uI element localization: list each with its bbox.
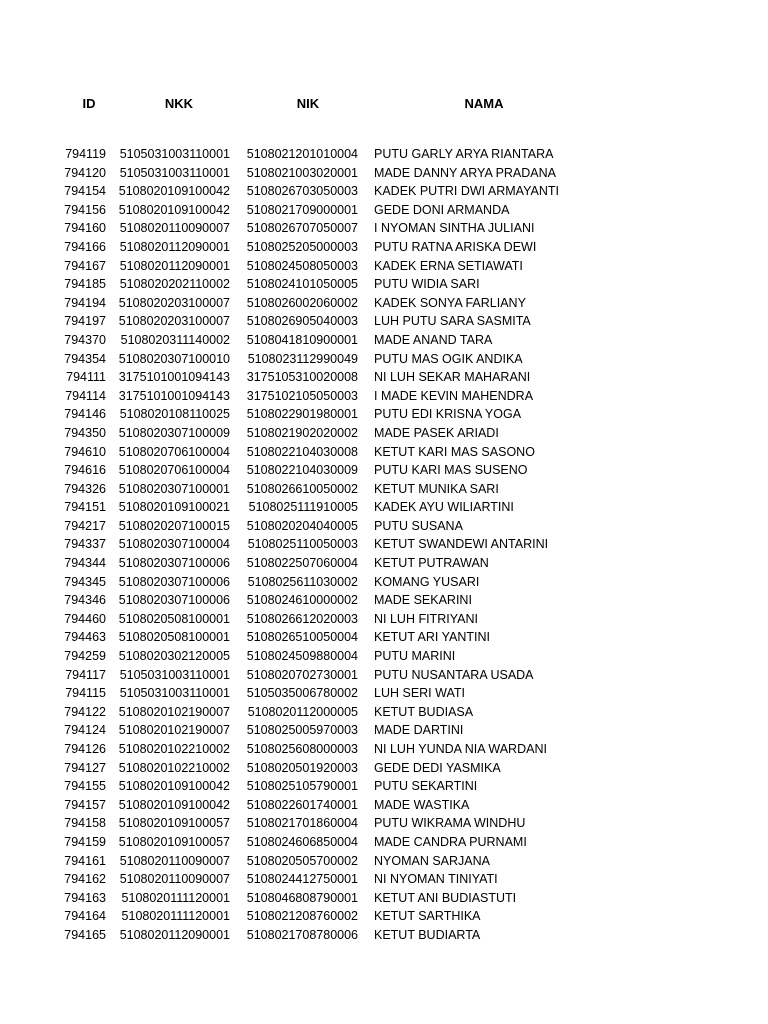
cell-id: 794124 (64, 723, 106, 738)
table-row (0, 610, 768, 629)
cell-nkk: 5108020102190007 (118, 704, 230, 719)
cell-nik: 5108020204040005 (246, 518, 358, 533)
cell-id: 794370 (64, 332, 106, 347)
table-row (0, 889, 768, 908)
cell-id: 794163 (64, 890, 106, 905)
cell-nkk: 5108020307100006 (118, 593, 230, 608)
cell-nama: KETUT PUTRAWAN (374, 556, 489, 571)
cell-nkk: 5108020508100001 (118, 611, 230, 626)
cell-nik: 5108026002060002 (246, 295, 358, 310)
cell-nkk: 5105031003110001 (119, 667, 230, 682)
cell-id: 794119 (65, 147, 106, 161)
cell-nama: KADEK ERNA SETIAWATI (374, 258, 523, 273)
cell-nkk: 5108020108110025 (119, 407, 230, 422)
cell-nkk: 5108020508100001 (118, 630, 230, 645)
cell-nama: PUTU MARINI (374, 649, 456, 664)
table-row (0, 870, 768, 889)
cell-nik: 5108025205000003 (246, 239, 358, 254)
table-row (0, 443, 768, 462)
cell-nkk: 5108020706100004 (118, 444, 230, 459)
cell-nama: PUTU NUSANTARA USADA (374, 667, 534, 682)
table-row (0, 814, 768, 833)
cell-nkk: 5108020706100004 (118, 463, 230, 478)
cell-id: 794154 (64, 184, 106, 199)
cell-nkk: 5108020110090007 (119, 872, 230, 887)
cell-nkk: 5105031003110001 (119, 165, 230, 180)
table-row (0, 294, 768, 313)
cell-nkk: 5105031003110001 (119, 686, 230, 701)
table-row (0, 647, 768, 666)
cell-nkk: 5108020311140002 (120, 332, 230, 347)
cell-nama: KETUT KARI MAS SASONO (374, 444, 535, 459)
cell-nik: 3175102105050003 (246, 388, 358, 403)
table-row (0, 312, 768, 331)
cell-nama: PUTU KARI MAS SUSENO (374, 463, 528, 478)
cell-nama: NYOMAN SARJANA (374, 853, 490, 868)
cell-nkk: 5108020109100057 (118, 834, 230, 849)
cell-id: 794354 (64, 351, 106, 366)
cell-id: 794151 (64, 500, 106, 515)
table-row (0, 535, 768, 554)
table-row (0, 517, 768, 536)
cell-nkk: 5108020112090001 (119, 927, 230, 942)
header-nkk: NKK (164, 96, 194, 111)
cell-nik: 5108025105790001 (246, 779, 358, 794)
cell-nama: KETUT MUNIKA SARI (374, 481, 499, 496)
table-row (0, 461, 768, 480)
cell-nama: PUTU WIDIA SARI (374, 277, 480, 292)
cell-id: 794126 (64, 742, 106, 756)
cell-nama: KETUT SARTHIKA (374, 909, 481, 924)
cell-nama: LUH PUTU SARA SASMITA (374, 314, 531, 329)
cell-nik: 5108025111910005 (248, 500, 358, 515)
cell-id: 794115 (65, 686, 106, 701)
cell-nik: 5108022507060004 (246, 556, 358, 571)
cell-nkk: 5108020102210002 (118, 760, 230, 775)
cell-nkk: 5108020202110002 (119, 277, 230, 292)
table-row (0, 926, 768, 945)
table-row (0, 907, 768, 926)
cell-nama: LUH SERI WATI (374, 686, 465, 701)
cell-nik: 5108021709000001 (246, 202, 358, 217)
cell-nama: PUTU RATNA ARISKA DEWI (374, 239, 537, 254)
cell-nik: 5108025611030002 (247, 574, 358, 589)
cell-id: 794337 (64, 537, 106, 552)
cell-nama: PUTU GARLY ARYA RIANTARA (374, 147, 554, 161)
cell-nkk: 5108020112090001 (119, 239, 230, 254)
cell-id: 794155 (64, 779, 106, 794)
cell-nik: 5108020505700002 (246, 853, 358, 868)
cell-nik: 5108022601740001 (246, 797, 358, 812)
cell-id: 794326 (64, 481, 106, 496)
table-row (0, 405, 768, 424)
cell-nik: 5108025110050003 (247, 537, 358, 552)
cell-nama: KETUT BUDIARTA (374, 927, 481, 942)
cell-nama: GEDE DONI ARMANDA (374, 202, 510, 217)
cell-nama: KADEK AYU WILIARTINI (374, 500, 514, 515)
cell-nik: 5108026707050007 (246, 221, 358, 236)
cell-id: 794165 (64, 927, 106, 942)
cell-nama: KETUT ARI YANTINI (374, 630, 490, 645)
cell-nama: PUTU SEKARTINI (374, 779, 478, 794)
cell-nik: 5108024606850004 (246, 834, 358, 849)
cell-id: 794156 (64, 202, 106, 217)
table-row (0, 573, 768, 592)
cell-nama: KETUT ANI BUDIASTUTI (374, 890, 517, 905)
cell-nik: 5108046808790001 (246, 890, 358, 905)
cell-nik: 5108020112000005 (247, 704, 358, 719)
cell-nik: 5108026510050004 (246, 630, 358, 645)
cell-nama: NI LUH FITRIYANI (374, 611, 478, 626)
cell-nkk: 5108020203100007 (118, 295, 230, 310)
table-row (0, 387, 768, 406)
cell-nama: I NYOMAN SINTHA JULIANI (374, 221, 535, 236)
cell-nik: 5108021701860004 (246, 816, 358, 831)
cell-nama: KOMANG YUSARI (374, 574, 480, 589)
table-row (0, 424, 768, 443)
cell-nama: PUTU SUSANA (374, 518, 463, 533)
header-id: ID (82, 96, 96, 111)
cell-nik: 5108026612020003 (246, 611, 358, 626)
table-row (0, 777, 768, 796)
table-row (0, 554, 768, 573)
cell-nkk: 5108020102190007 (118, 723, 230, 738)
cell-nama: MADE PASEK ARIADI (374, 425, 499, 440)
cell-id: 794217 (64, 518, 106, 533)
table-row (0, 480, 768, 499)
table-row (0, 852, 768, 871)
cell-nik: 5108021902020002 (246, 425, 358, 440)
cell-id: 794160 (64, 221, 106, 236)
cell-nik: 5108026905040003 (246, 314, 358, 329)
cell-nkk: 5108020109100042 (118, 202, 230, 217)
cell-nama: PUTU MAS OGIK ANDIKA (374, 351, 523, 366)
cell-nkk: 5105031003110001 (119, 147, 230, 161)
cell-nama: KETUT SWANDEWI ANTARINI (374, 537, 549, 552)
cell-nik: 5108022104030008 (246, 444, 358, 459)
cell-id: 794350 (64, 425, 106, 440)
cell-nkk: 5108020307100010 (118, 351, 230, 366)
table-body (0, 145, 768, 945)
cell-nama: PUTU EDI KRISNA YOGA (374, 407, 522, 422)
cell-nik: 5108022901980001 (246, 407, 358, 422)
cell-nama: NI LUH YUNDA NIA WARDANI (374, 742, 547, 756)
cell-id: 794120 (64, 165, 106, 180)
cell-nama: MADE ANAND TARA (374, 332, 493, 347)
table-row (0, 350, 768, 369)
table-row (0, 164, 768, 183)
table-row (0, 275, 768, 294)
cell-nama: MADE DANNY ARYA PRADANA (374, 165, 557, 180)
cell-id: 794259 (64, 649, 106, 664)
cell-nik: 5108024509880004 (246, 649, 358, 664)
cell-id: 794122 (64, 704, 106, 719)
cell-nkk: 5108020302120005 (118, 649, 230, 664)
table-row (0, 684, 768, 703)
cell-id: 794460 (64, 611, 106, 626)
cell-nama: KADEK SONYA FARLIANY (374, 295, 526, 310)
cell-nik: 5108023112990049 (247, 351, 358, 366)
table-row (0, 238, 768, 257)
cell-nik: 5108021208760002 (246, 909, 358, 924)
table-row (0, 591, 768, 610)
cell-id: 794111 (66, 370, 106, 385)
table-row (0, 368, 768, 387)
header-nik: NIK (296, 96, 320, 111)
cell-nik: 5108025005970003 (246, 723, 358, 738)
cell-nama: PUTU WIKRAMA WINDHU (374, 816, 526, 831)
cell-nik: 5108041810900001 (246, 332, 358, 347)
cell-id: 794463 (64, 630, 106, 645)
table-row (0, 201, 768, 220)
cell-nik: 5108026703050003 (246, 184, 358, 199)
cell-id: 794346 (64, 593, 106, 608)
table-row (0, 796, 768, 815)
cell-id: 794157 (64, 797, 106, 812)
cell-id: 794158 (64, 816, 106, 831)
cell-nkk: 5108020307100004 (118, 537, 230, 552)
table-row (0, 628, 768, 647)
cell-nkk: 5108020307100001 (118, 481, 230, 496)
cell-nik: 5108020501920003 (246, 760, 358, 775)
table-row (0, 740, 768, 759)
cell-nkk: 5108020109100042 (118, 797, 230, 812)
cell-id: 794344 (64, 556, 106, 571)
cell-nkk: 5108020109100057 (118, 816, 230, 831)
cell-id: 794159 (64, 834, 106, 849)
cell-nkk: 5108020307100006 (118, 574, 230, 589)
cell-nkk: 5108020203100007 (118, 314, 230, 329)
cell-nama: GEDE DEDI YASMIKA (374, 760, 501, 775)
table-row (0, 703, 768, 722)
table-row (0, 721, 768, 740)
cell-id: 794161 (64, 853, 106, 868)
cell-nik: 5108020702730001 (246, 667, 358, 682)
cell-nik: 5108024610000002 (246, 593, 358, 608)
cell-id: 794127 (64, 760, 106, 775)
cell-nkk: 5108020110090007 (119, 221, 230, 236)
cell-nama: NI NYOMAN TINIYATI (374, 872, 498, 887)
table-row (0, 833, 768, 852)
cell-id: 794146 (64, 407, 106, 422)
cell-nkk: 3175101001094143 (118, 370, 230, 385)
table-row (0, 257, 768, 276)
cell-nik: 5108024412750001 (246, 872, 358, 887)
cell-nik: 5105035006780002 (246, 686, 358, 701)
cell-nama: MADE CANDRA PURNAMI (374, 834, 527, 849)
table-row (0, 666, 768, 685)
cell-nik: 5108025608000003 (246, 742, 358, 756)
table-row (0, 145, 768, 164)
cell-nkk: 3175101001094143 (118, 388, 230, 403)
cell-nik: 5108026610050002 (246, 481, 358, 496)
cell-nama: MADE DARTINI (374, 723, 464, 738)
table-row (0, 759, 768, 778)
cell-nkk: 5108020111120001 (121, 909, 230, 924)
cell-nama: I MADE KEVIN MAHENDRA (374, 388, 534, 403)
cell-id: 794185 (64, 277, 106, 292)
cell-id: 794162 (64, 872, 106, 887)
table-row (0, 219, 768, 238)
cell-id: 794616 (64, 463, 106, 478)
cell-nkk: 5108020111120001 (121, 890, 230, 905)
cell-nkk: 5108020110090007 (119, 853, 230, 868)
cell-nkk: 5108020307100006 (118, 556, 230, 571)
cell-id: 794164 (64, 909, 106, 924)
cell-nama: MADE SEKARINI (374, 593, 472, 608)
cell-id: 794117 (65, 667, 106, 682)
table-row (0, 331, 768, 350)
cell-nama: KADEK PUTRI DWI ARMAYANTI (374, 184, 559, 199)
cell-nik: 5108021708780006 (246, 927, 358, 942)
cell-nkk: 5108020207100015 (118, 518, 230, 533)
cell-nkk: 5108020109100042 (118, 184, 230, 199)
cell-id: 794194 (64, 295, 106, 310)
cell-id: 794345 (64, 574, 106, 589)
cell-nkk: 5108020109100021 (118, 500, 230, 515)
cell-nik: 5108024101050005 (246, 277, 358, 292)
cell-id: 794166 (64, 239, 106, 254)
cell-nama: MADE WASTIKA (374, 797, 470, 812)
cell-nik: 5108021201010004 (246, 147, 358, 161)
cell-nkk: 5108020112090001 (119, 258, 230, 273)
cell-nama: NI LUH SEKAR MAHARANI (374, 370, 531, 385)
table-header-row (0, 96, 768, 116)
cell-nik: 3175105310020008 (246, 370, 358, 385)
cell-nik: 5108022104030009 (246, 463, 358, 478)
header-nama: NAMA (464, 96, 504, 111)
cell-id: 794167 (64, 258, 106, 273)
cell-nik: 5108024508050003 (246, 258, 358, 273)
cell-id: 794610 (64, 444, 106, 459)
cell-id: 794114 (65, 388, 106, 403)
table-row (0, 182, 768, 201)
cell-id: 794197 (64, 314, 106, 329)
cell-nik: 5108021003020001 (246, 165, 358, 180)
cell-nkk: 5108020307100009 (118, 425, 230, 440)
table-row (0, 498, 768, 517)
cell-nkk: 5108020109100042 (118, 779, 230, 794)
cell-nama: KETUT BUDIASA (374, 704, 474, 719)
cell-nkk: 5108020102210002 (118, 742, 230, 756)
